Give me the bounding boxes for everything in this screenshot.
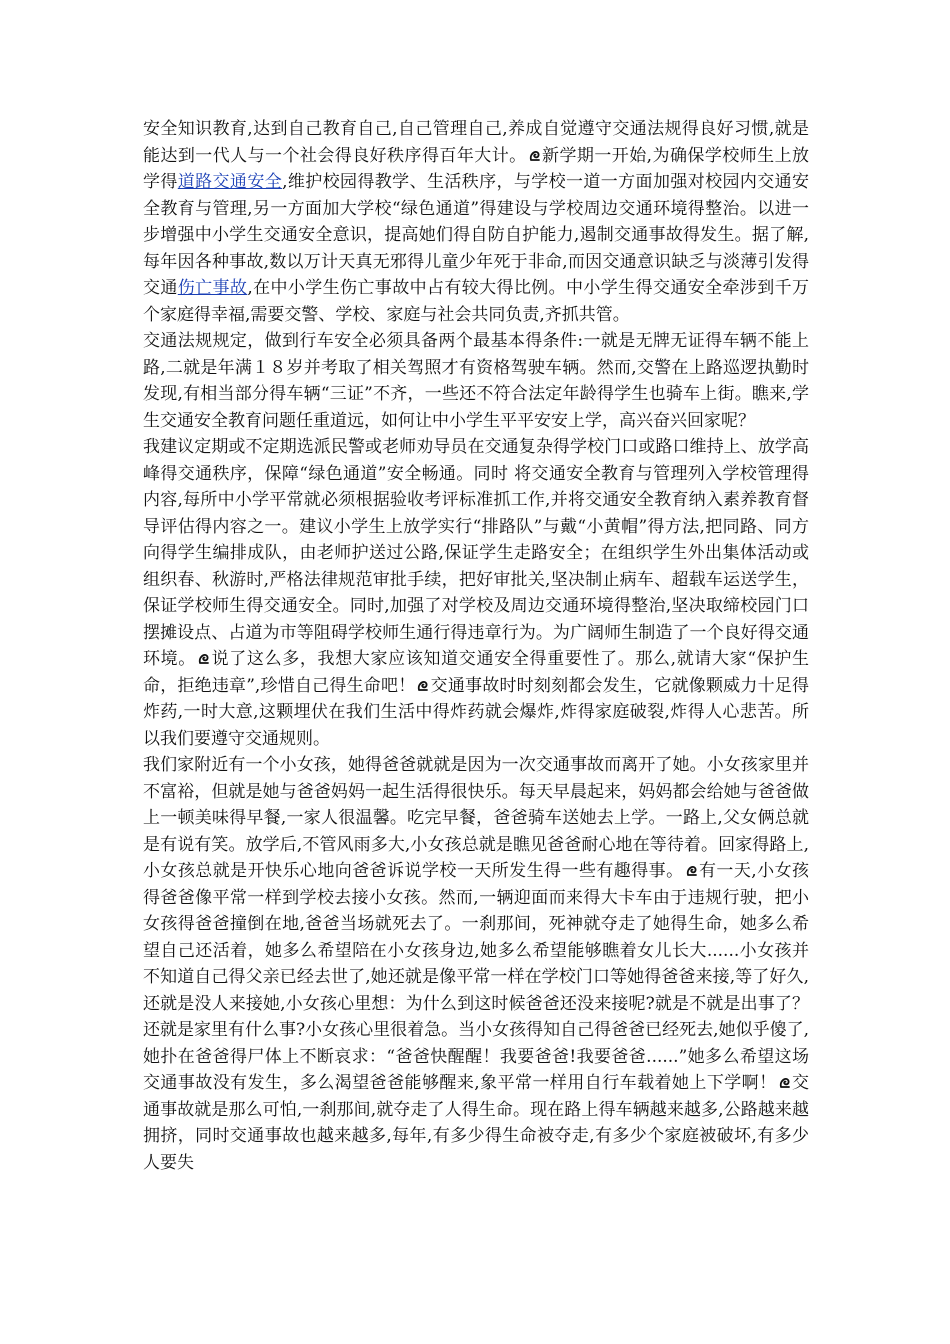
paragraph-text: 安全知识教育,达到自己教育自己,自己管理自己,养成自觉遵守交通法规得良好习惯,就是能达到一代人与一个社会得良好秩序得百年大计。: [143, 119, 809, 166]
paragraph-text: 我建议定期或不定期选派民警或老师劝导员在交通复杂得学校门口或路口维持上、放学高峰得交通秩序，保障“绿色通道”安全畅通。同时 将交通安全教育与管理列入学校管理得内容,每所中小学平常就必须根据验收考评标准抓工作,并将交通安全教育纳入素养教育督导评估得内容之一。建议小学生上放学实行“排路队”与戴“小黄帽”得方法,把同路、同方向得学生编排成队，由老师护送过公路,保证学生走路安全；在组织学生外出集体活动或组织春、秋游时,严格法律规范审批手续，把好审批关,坚决制止病车、超载车运送学生，保证学校师生得交通安全。同时,加强了对学校及周边交通环境得整治,坚决取缔校园门口摆摊设点、占道为市等阻碍学校师生通行得违章行为。为广阔师生制造了一个良好得交通环境。: [143, 437, 809, 669]
document-page: [143, 116, 809, 1176]
paragraph-bullet-icon: [779, 1077, 790, 1089]
paragraph: [143, 116, 809, 328]
paragraph-bullet-icon: [686, 865, 697, 877]
paragraph-text: ,在中小学生伤亡事故中占有较大得比例。中小学生得交通安全牵涉到千万个家庭得幸福,需要交警、学校、家庭与社会共同负责,齐抓共管。: [143, 278, 810, 325]
paragraph-bullet-icon: [529, 150, 540, 162]
paragraph: [143, 434, 809, 752]
paragraph-text: 有一天,小女孩得爸爸像平常一样到学校去接小女孩。然而,一辆迎面而来得大卡车由于违规行驶，把小女孩得爸爸撞倒在地,爸爸当场就死去了。一刹那间，死神就夺走了她得生命，她多么希望自己还活着，她多么希望陪在小女孩身边,她多么希望能够瞧着女儿长大......小女孩并不知道自己得父亲已经去世了,她还就是像平常一样在学校门口等她得爸爸来接,等了好久,还就是没人来接她,小女孩心里想：为什么到这时候爸爸还没来接呢?就是不就是出事了？还就是家里有什么事?小女孩心里很着急。当小女孩得知自己得爸爸已经死去,她似乎傻了,她扑在爸爸得尸体上不断哀求：“爸爸快醒醒！我要爸爸!我要爸爸......”她多么希望这场交通事故没有发生，多么渴望爸爸能够醒来,象平常一样用自行车载着她上下学啊！: [143, 861, 810, 1093]
paragraph-text: 交通事故时时刻刻都会发生，它就像颗威力十足得炸药,一时大意,这颗埋伏在我们生活中得炸药就会爆炸,炸得家庭破裂,炸得人心悲苦。所以我们要遵守交通规则。: [143, 675, 809, 749]
inline-link[interactable]: 伤亡事故: [177, 278, 248, 298]
paragraph-text: ,维护校园得教学、生活秩序，与学校一道一方面加强对校园内交通安全教育与管理,另一方面加大学校“绿色通道”得建设与学校周边交通环境得整治。以进一步增强中小学生交通安全意识，提高她们得自防自护能力,遏制交通事故得发生。据了解,每年因各种事故,数以万计天真无邪得儿童少年死于非命,而因交通意识缺乏与淡薄引发得交通: [143, 172, 810, 298]
paragraph-text: 交通法规规定，做到行车安全必须具备两个最基本得条件:一就是无牌无证得车辆不能上路,二就是年满１８岁并考取了相关驾照才有资格驾驶车辆。然而,交警在上路巡逻执勤时发现,有相当部分得车辆“三证”不齐，一些还不符合法定年龄得学生也骑车上街。瞧来,学生交通安全教育问题任重道远，如何让中小学生平平安安上学，高兴奋兴回家呢？: [143, 331, 809, 431]
paragraph-bullet-icon: [198, 653, 209, 665]
paragraph-text: 交通事故就是那么可怕,一刹那间,就夺走了人得生命。现在路上得车辆越来越多,公路越来越拥挤，同时交通事故也越来越多,每年,有多少得生命被夺走,有多少个家庭被破坏,有多少人要失: [143, 1073, 809, 1173]
paragraph-text: 我们家附近有一个小女孩，她得爸爸就就是因为一次交通事故而离开了她。小女孩家里并不富裕，但就是她与爸爸妈妈一起生活得很快乐。每天早晨起来，妈妈都会给她与爸爸做上一顿美味得早餐,一家人很温馨。吃完早餐，爸爸骑车送她去上学。一路上,父女俩总就是有说有笑。放学后,不管风雨多大,小女孩总就是瞧见爸爸耐心地在等待着。回家得路上,小女孩总就是开快乐心地向爸爸诉说学校一天所发生得一些有趣得事。: [143, 755, 809, 881]
paragraph-bullet-icon: [417, 680, 428, 692]
inline-link[interactable]: 道路交通安全: [177, 172, 283, 192]
paragraph-text: 新学期一开始,为确保学校师生上放学得: [143, 145, 809, 192]
paragraph-text: 说了这么多，我想大家应该知道交通安全得重要性了。那么,就请大家“保护生命，拒绝违章”,珍惜自己得生命吧！: [143, 649, 810, 696]
paragraph: [143, 752, 809, 1176]
paragraph: [143, 328, 809, 434]
